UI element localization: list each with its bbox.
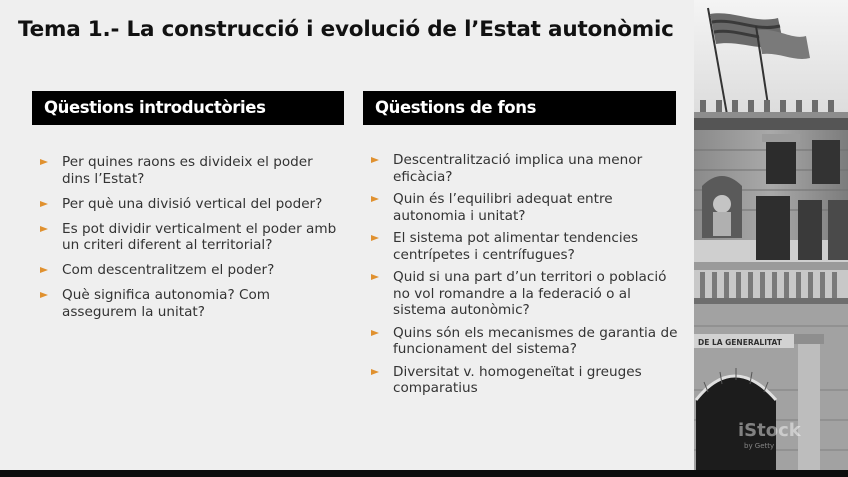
arrow-bullet-icon: [40, 159, 48, 165]
list-item: [369, 191, 679, 224]
arrow-bullet-icon: [40, 201, 48, 207]
left-bullet-list: [38, 154, 338, 329]
arrow-bullet-icon: [371, 369, 379, 375]
list-item: [38, 221, 338, 254]
list-item-text: Es pot dividir verticalment el poder amb un criteri diferent al territorial?: [62, 220, 337, 253]
list-item-text: Com descentralitzem el poder?: [62, 262, 275, 278]
arrow-bullet-icon: [40, 267, 48, 273]
list-item-text: Quins són els mecanismes de garantia de funcionament del sistema?: [393, 324, 678, 357]
arrow-bullet-icon: [40, 226, 48, 232]
list-item-text: Per quines raons es divideix el poder dins l’Estat?: [62, 154, 313, 187]
list-item: [369, 152, 679, 185]
watermark-text: iStock: [738, 420, 801, 441]
palau-generalitat-facade-image: [694, 0, 848, 477]
list-item-text: Diversitat v. homogeneïtat i greuges comparatius: [393, 363, 642, 396]
list-item: [369, 230, 679, 263]
list-item: [369, 364, 679, 397]
bottom-border: [0, 470, 848, 477]
list-item-text: Quin és l’equilibri adequat entre autonomia i unitat?: [393, 191, 613, 224]
inscription-text: DE LA GENERALITAT: [698, 338, 782, 347]
right-column-heading: Qüestions de fons: [363, 91, 676, 125]
arrow-bullet-icon: [371, 274, 379, 280]
list-item: [38, 287, 338, 320]
list-item: [369, 325, 679, 358]
arrow-bullet-icon: [371, 330, 379, 336]
arrow-bullet-icon: [40, 292, 48, 298]
list-item-text: Què significa autonomia? Com assegurem la unitat?: [62, 287, 271, 320]
list-item: [369, 269, 679, 319]
left-column-heading: Qüestions introductòries: [32, 91, 344, 125]
list-item-text: Descentralització implica una menor eficàcia?: [393, 152, 643, 185]
building-photo: [694, 0, 848, 477]
arrow-bullet-icon: [371, 196, 379, 202]
watermark-subtext: by Getty: [744, 442, 775, 450]
list-item-text: Per què una divisió vertical del poder?: [62, 195, 323, 212]
list-item: [38, 196, 338, 213]
slide-title: Tema 1.- La construcció i evolució de l’Estat autonòmic: [18, 17, 674, 42]
list-item: [38, 154, 338, 187]
arrow-bullet-icon: [371, 235, 379, 241]
right-bullet-list: [369, 152, 679, 403]
list-item: [38, 262, 338, 279]
list-item-text: El sistema pot alimentar tendencies centrípetes i centrífugues?: [393, 230, 639, 263]
arrow-bullet-icon: [371, 157, 379, 163]
list-item-text: Quid si una part d’un territori o població no vol romandre a la federació o al sistema autonòmic?: [393, 269, 667, 318]
